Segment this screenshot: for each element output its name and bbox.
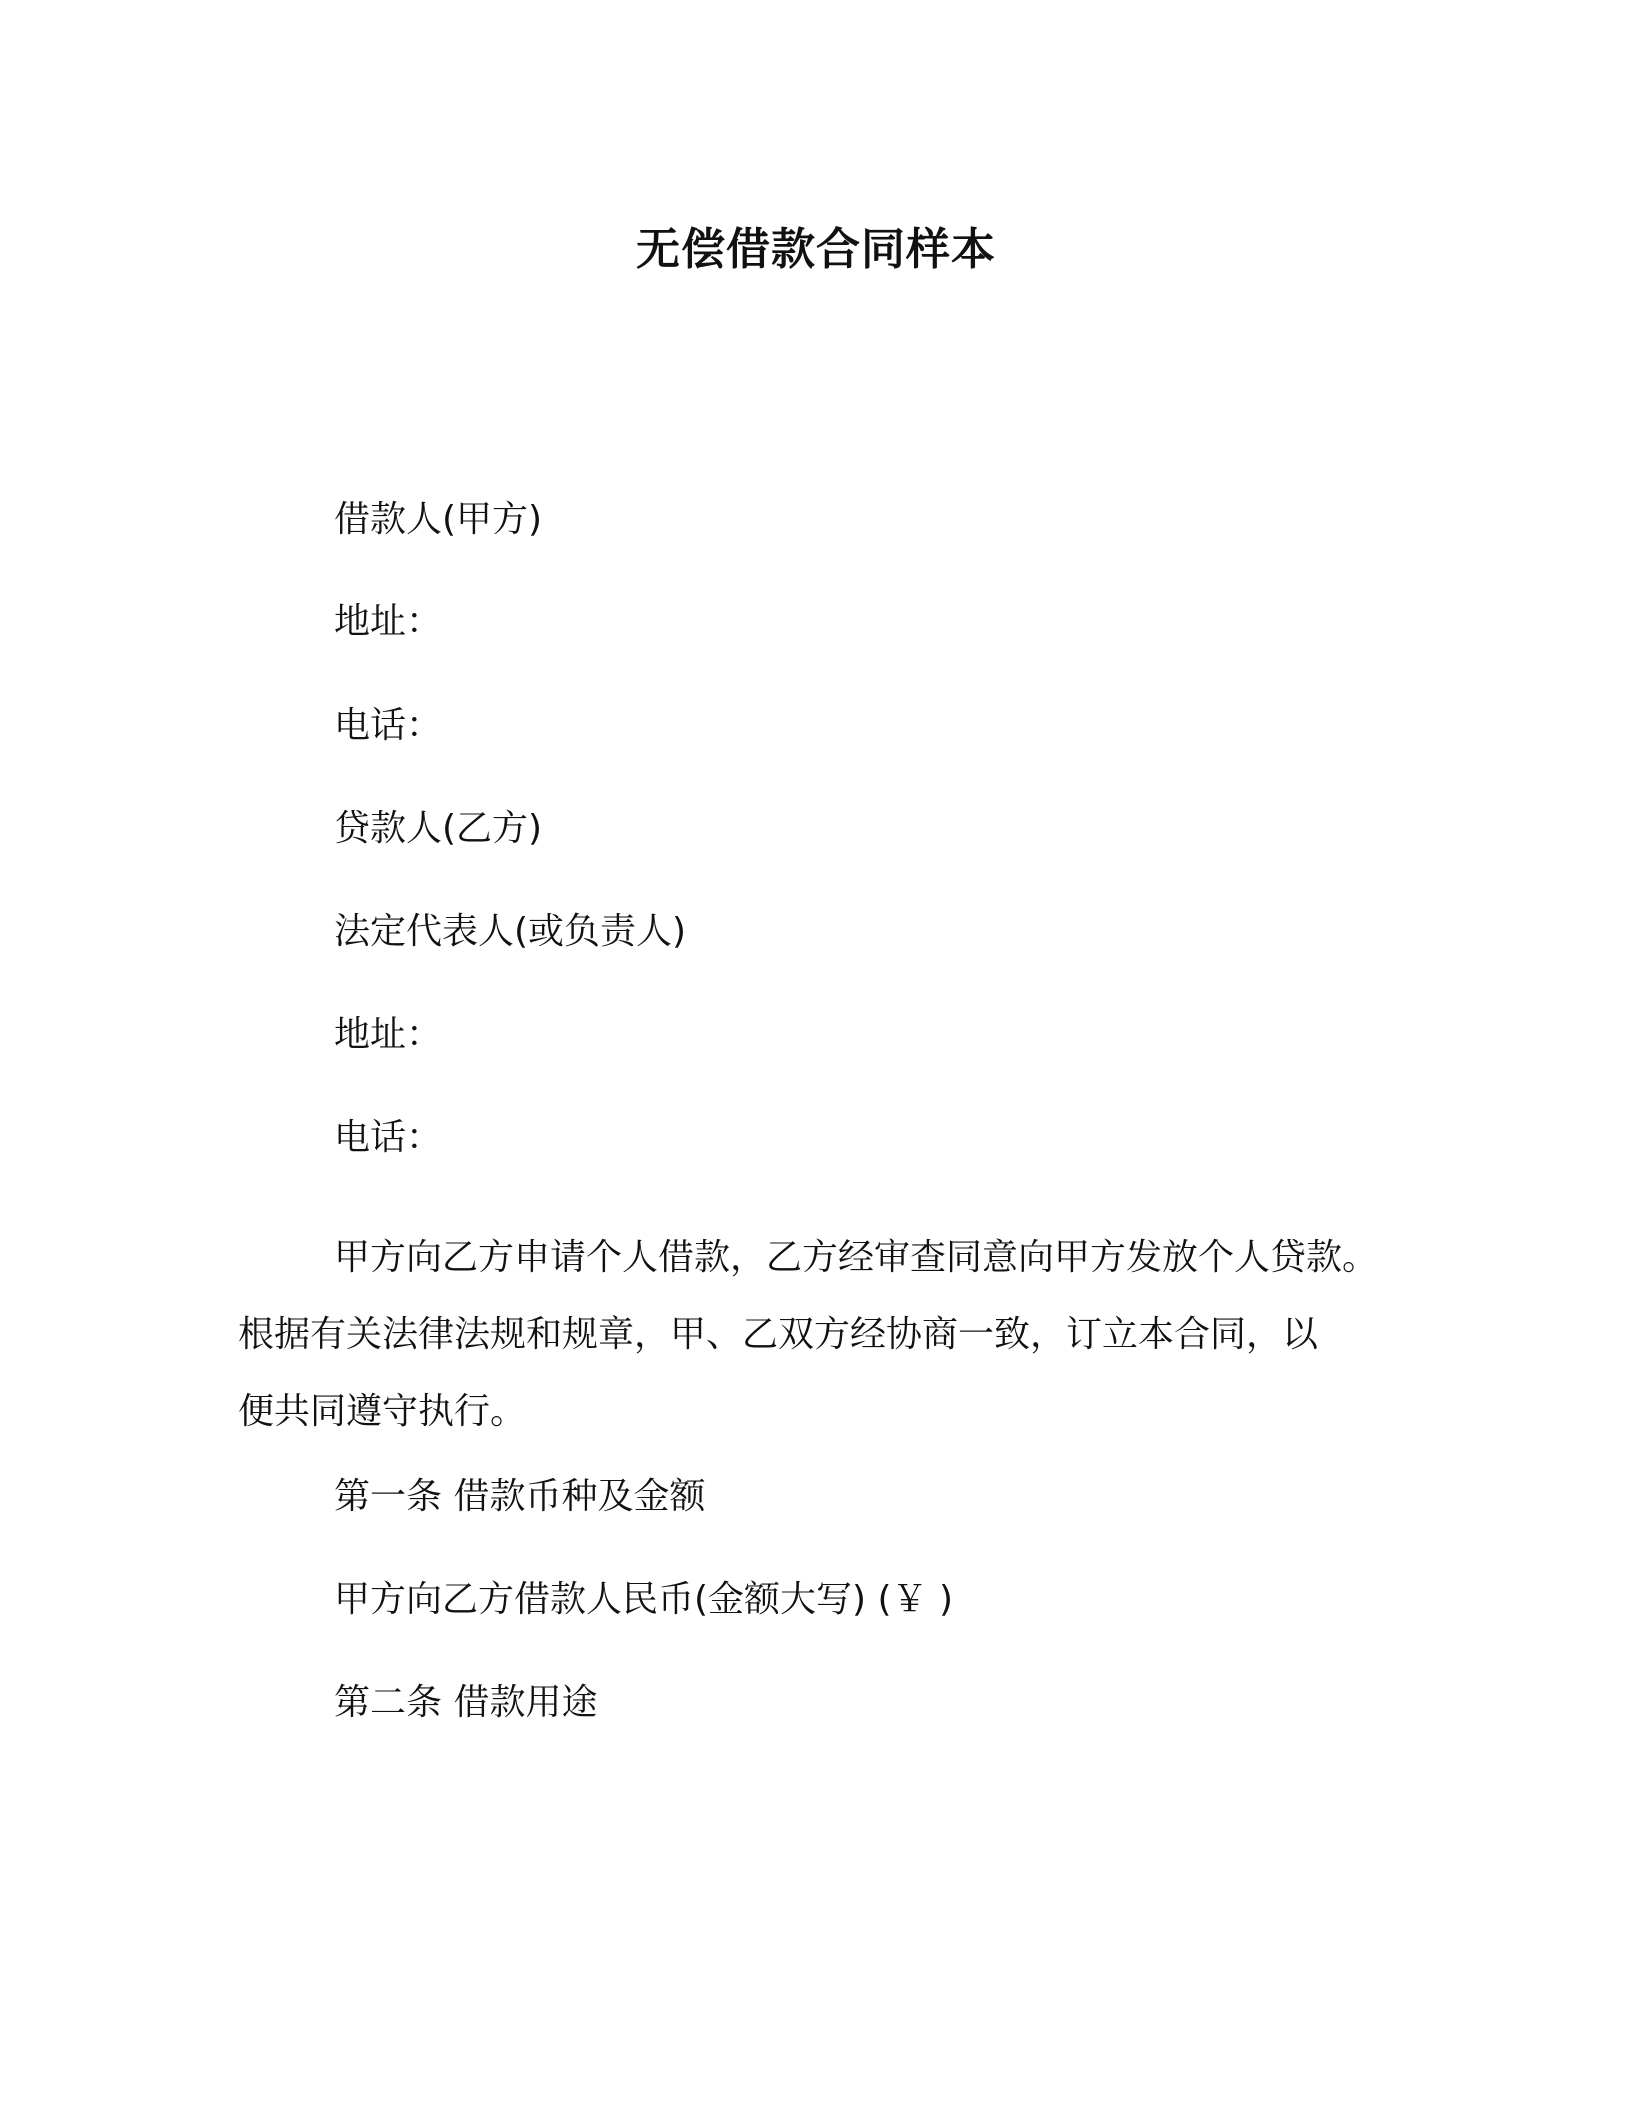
borrower-phone-label: 电话： [334,705,443,746]
lender-address-label: 地址： [334,1014,443,1055]
intro-line-1: 甲方向乙方申请个人借款，乙方经审查同意向甲方发放个人贷款。 [334,1237,1379,1278]
legal-representative-label: 法定代表人(或负责人) [334,911,687,952]
intro-line-3: 便共同遵守执行。 [238,1391,527,1432]
borrower-label: 借款人(甲方) [334,499,543,540]
lender-phone-label: 电话： [334,1117,443,1158]
borrower-address-label: 地址： [334,601,443,642]
document-title: 无偿借款合同样本 [636,224,996,275]
article-1-text: 甲方向乙方借款人民币(金额大写) (￥ ) [334,1579,954,1620]
article-2-heading: 第二条 借款用途 [334,1682,598,1723]
intro-paragraph [238,1219,1418,1450]
lender-label: 贷款人(乙方) [334,808,543,849]
intro-line-2: 根据有关法律法规和规章，甲、乙双方经协商一致，订立本合同，以 [238,1314,1319,1355]
article-1-heading: 第一条 借款币种及金额 [334,1476,706,1517]
